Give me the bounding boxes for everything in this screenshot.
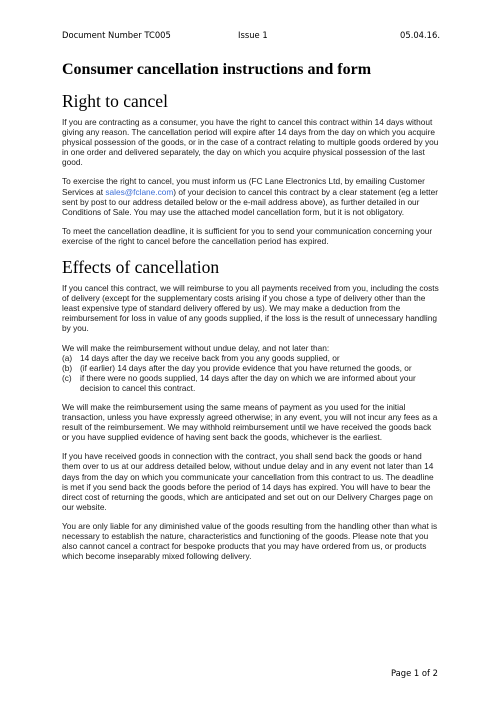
right-to-cancel-paragraph-3: To meet the cancellation deadline, it is sufficient for you to send your communication concerning your exercise of the right to cancel before the cancellation period has expired. (62, 225, 433, 246)
right-to-cancel-paragraph-1: If you are contracting as a consumer, you have the right to cancel this contract within 14 days without giving any reason. The cancellation period will expire after 14 days from the day on which you acquire physical possession of the goods, or in the case of a contract relating to multiple goods ordered by you in one order and delivered separately, the day on which you acquire physical possession of the last good. (62, 117, 439, 168)
page-title: Consumer cancellation instructions and form (62, 61, 372, 78)
document-body (62, 60, 440, 570)
list-item-text: if there were no goods supplied, 14 days after the day on which we are informed about your decision to cancel this contract. (80, 372, 416, 393)
list-item-text: (if earlier) 14 days after the day you provide evidence that you have returned the goods, or (80, 362, 412, 373)
document-number: Document Number TC005 (62, 30, 171, 40)
list-item-text: 14 days after the day we receive back from you any goods supplied, or (80, 352, 340, 363)
list-marker: (c) (62, 372, 72, 383)
exercise-text-after-email: ) of your decision to cancel this contract by a clear statement (eg a letter sent by post to our address detailed below or the e-mail address above), as further detailed in our Conditions of Sale. You may use the attached model cancellation form, but it is not obligatory. (62, 186, 438, 217)
effects-paragraph-4: If you have received goods in connection with the contract, you shall send back the goods or hand them over to us at our address detailed below, without undue delay and in any event not later than 14 days from the day on which you communicate your cancellation from this contract to us. The deadline is met if you send back the goods before the period of 14 days has expired. You will have to bear the direct cost of returning the goods, which are anticipated and set out on our Delivery Charges page on our website. (62, 451, 434, 512)
list-item (62, 353, 440, 363)
effects-paragraph-5: You are only liable for any diminished value of the goods resulting from the handling other than what is necessary to establish the nature, characteristics and functioning of the goods. Please note that you also cannot cancel a contract for bespoke products that you may have ordered from us, or products which become inseparably mixed following delivery. (62, 520, 438, 562)
reimbursement-conditions-list (62, 353, 440, 393)
right-to-cancel-paragraph-2 (62, 176, 440, 216)
list-marker: (b) (62, 362, 73, 373)
heading-effects-of-cancellation: Effects of cancellation (62, 257, 220, 278)
page-header (62, 30, 440, 42)
effects-paragraph-3: We will make the reimbursement using the same means of payment as you used for the initial transaction, unless you have expressly agreed otherwise; in any event, you will not incur any fees as a result of the reimbursement. We may withhold reimbursement until we have received the goods back or you have supplied evidence of having sent back the goods, whichever is the earliest. (62, 401, 438, 443)
exercise-text-before-email: To exercise the right to cancel, you must inform us (FC Lane Electronics Ltd, by emailing Customer Services at (62, 176, 425, 197)
issue-number: Issue 1 (238, 30, 268, 40)
page-number: Page 1 of 2 (391, 668, 438, 678)
list-item (62, 373, 440, 393)
list-marker: (a) (62, 352, 73, 363)
effects-reimbursement-intro: We will make the reimbursement without undue delay, and not later than: (62, 342, 330, 353)
effects-paragraph-1: If you cancel this contract, we will reimburse to you all payments received from you, including the costs of delivery (except for the supplementary costs arising if you chose a type of delivery other than the least expensive type of standard delivery offered by us). We may make a deduction from the reimbursement for loss in value of any goods supplied, if the loss is the result of unnecessary handling by you. (62, 283, 439, 334)
heading-right-to-cancel: Right to cancel (62, 91, 168, 111)
sales-email-link[interactable]: sales@fclane.com (105, 186, 174, 197)
document-date: 05.04.16. (400, 30, 440, 40)
list-item (62, 363, 440, 373)
